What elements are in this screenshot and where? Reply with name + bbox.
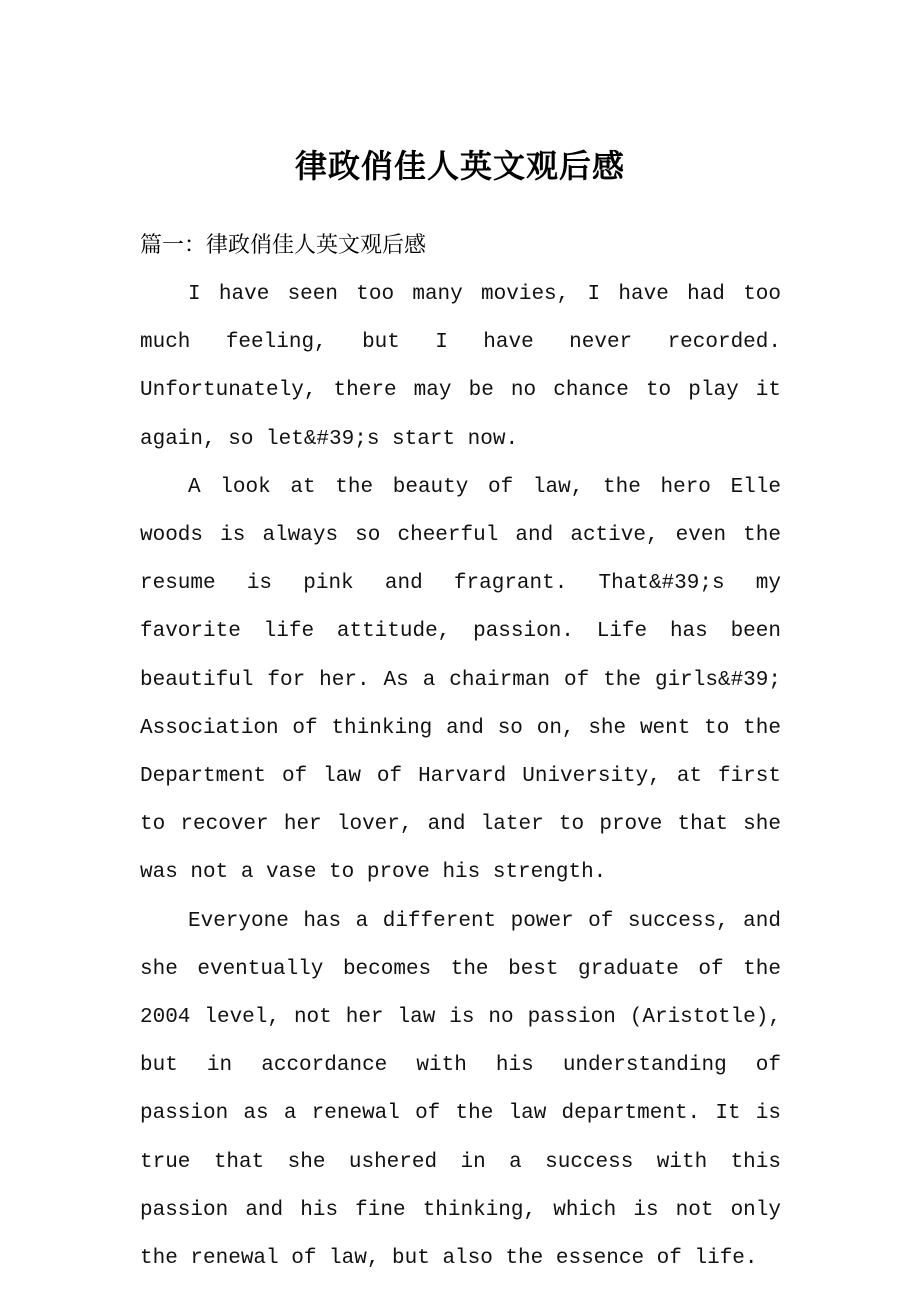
document-title: 律政俏佳人英文观后感 — [294, 147, 625, 185]
section-heading: 篇一：律政俏佳人英文观后感 — [140, 233, 427, 258]
paragraph-3: Everyone has a different power of success, and she eventually becomes the best graduate of the 2004 level, not her law is no passion (Aristotle), but in accordance with his understanding of passion as a renewal of the law department. It is true that she ushered in a success with this passion and his fine thinking, which is not only the renewal of law, but also the essence of life. — [140, 909, 781, 1271]
body-text — [140, 271, 781, 1283]
paragraph-2: A look at the beauty of law, the hero Elle woods is always so cheerful and active, even the resume is pink and fragrant. That&#39;s my favorite life attitude, passion. Life has been beautiful for her. As a chairman of the girls&#39; Association of thinking and so on, she went to the Department of law of Harvard University, at first to recover her lover, and later to prove that she was not a vase to prove his strength. — [140, 475, 781, 885]
paragraph-1: I have seen too many movies, I have had too much feeling, but I have never recorded. Unfortunately, there may be no chance to play it again, so let&#39;s start now. — [140, 283, 781, 451]
